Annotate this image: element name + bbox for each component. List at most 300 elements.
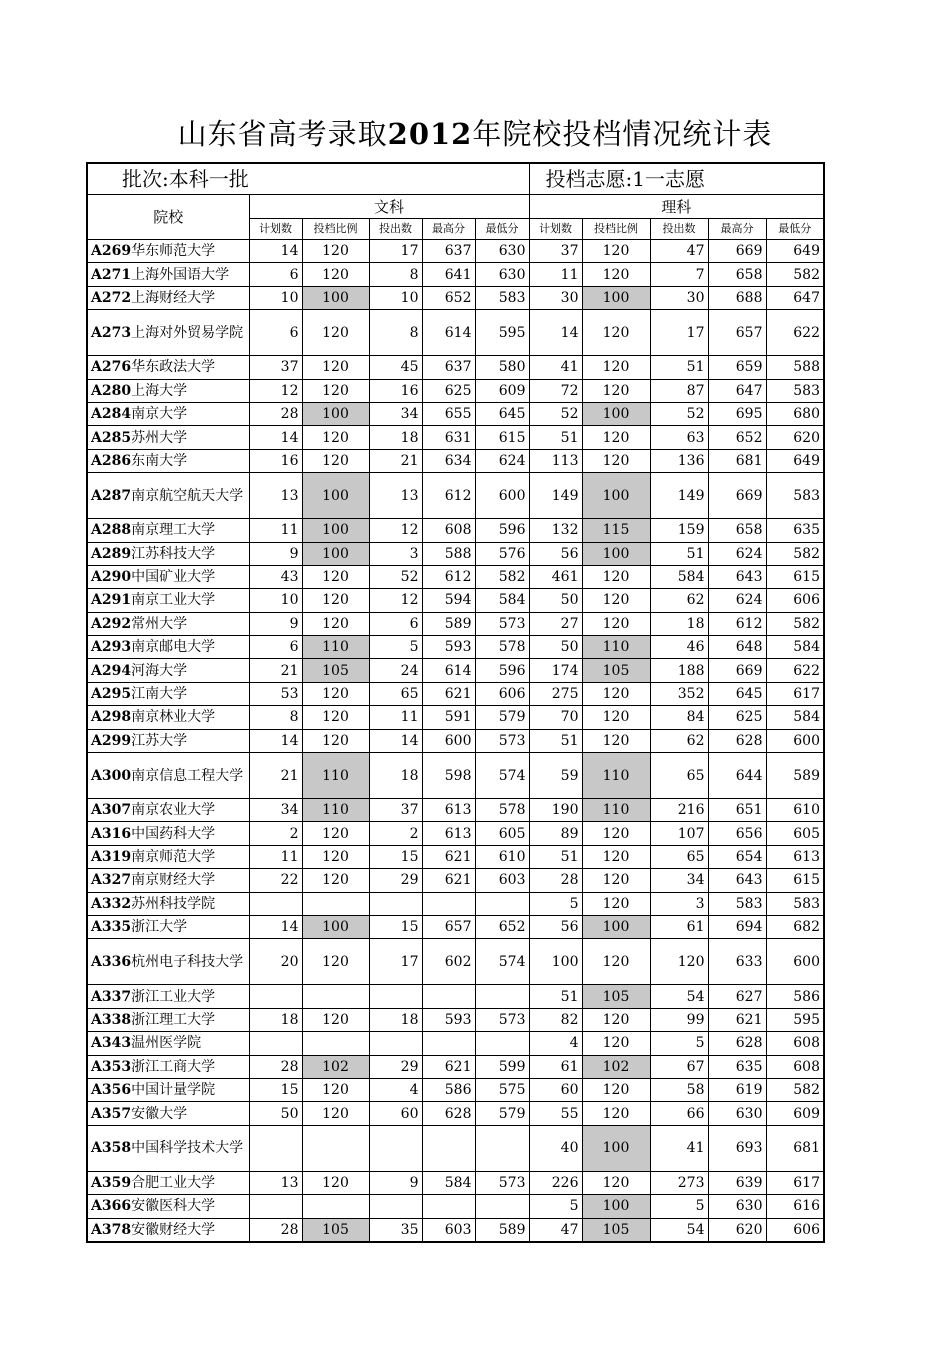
like-max-cell: 624 (708, 542, 766, 565)
school-name-cell (87, 310, 249, 356)
wenke-admitted-cell: 16 (369, 379, 422, 402)
like-min-cell: 595 (766, 1008, 824, 1031)
like-ratio-cell: 120 (582, 682, 650, 705)
school-name: 东南大学 (131, 452, 188, 469)
like-admitted-cell: 584 (650, 565, 708, 588)
wenke-min-cell: 606 (475, 682, 529, 705)
wenke-admitted-cell: 15 (369, 845, 422, 868)
wenke-admitted-cell: 35 (369, 1218, 422, 1242)
like-min-cell: 682 (766, 915, 824, 938)
like-max-cell: 651 (708, 799, 766, 822)
wenke-plan-cell: 6 (249, 636, 302, 659)
wenke-plan-cell: 28 (249, 1218, 302, 1242)
like-plan-cell: 275 (529, 682, 582, 705)
like-plan-cell: 190 (529, 799, 582, 822)
like-plan-cell: 40 (529, 1125, 582, 1171)
like-max-cell: 656 (708, 822, 766, 845)
table-row (87, 985, 824, 1008)
like-plan-cell: 5 (529, 892, 582, 915)
like-ratio-cell: 120 (582, 845, 650, 868)
like-admitted-cell: 352 (650, 682, 708, 705)
like-admitted-cell: 159 (650, 519, 708, 542)
wenke-ratio-cell: 100 (302, 402, 369, 425)
school-name: 浙江工业大学 (131, 988, 216, 1005)
col-header: 最高分 (708, 219, 766, 240)
school-code: A288 (91, 522, 132, 539)
school-code: A300 (91, 767, 132, 784)
like-ratio-cell: 100 (582, 286, 650, 309)
like-min-cell: 583 (766, 892, 824, 915)
wenke-plan-cell: 22 (249, 869, 302, 892)
like-admitted-cell: 63 (650, 426, 708, 449)
wenke-plan-cell: 11 (249, 519, 302, 542)
like-plan-cell: 100 (529, 939, 582, 985)
table-row (87, 519, 824, 542)
table-row (87, 1195, 824, 1218)
wenke-ratio-cell: 120 (302, 1102, 369, 1125)
wenke-plan-cell: 28 (249, 1055, 302, 1078)
school-name: 浙江大学 (131, 919, 188, 936)
wenke-max-cell: 594 (422, 589, 475, 612)
table-row (87, 753, 824, 799)
col-header: 最低分 (766, 219, 824, 240)
wenke-max-cell (422, 1032, 475, 1055)
table-row (87, 612, 824, 635)
like-ratio-cell: 120 (582, 1102, 650, 1125)
like-admitted-cell: 62 (650, 729, 708, 752)
wenke-ratio-cell: 120 (302, 939, 369, 985)
wenke-admitted-cell: 29 (369, 869, 422, 892)
school-name: 常州大学 (131, 615, 188, 632)
wenke-ratio-cell: 120 (302, 263, 369, 286)
school-name-cell (87, 426, 249, 449)
like-ratio-cell: 105 (582, 985, 650, 1008)
wenke-admitted-cell: 45 (369, 356, 422, 379)
wenke-plan-cell: 8 (249, 706, 302, 729)
like-ratio-cell: 120 (582, 822, 650, 845)
wenke-admitted-cell: 12 (369, 589, 422, 612)
school-name-cell (87, 659, 249, 682)
wenke-admitted-cell: 8 (369, 263, 422, 286)
like-min-cell: 584 (766, 706, 824, 729)
wenke-ratio-cell: 120 (302, 449, 369, 472)
wenke-max-cell: 589 (422, 612, 475, 635)
like-admitted-cell: 52 (650, 402, 708, 425)
like-max-cell: 694 (708, 915, 766, 938)
school-name: 安徽医科大学 (131, 1198, 216, 1215)
wenke-min-cell: 573 (475, 1008, 529, 1031)
wenke-max-cell: 614 (422, 310, 475, 356)
like-admitted-cell: 107 (650, 822, 708, 845)
like-ratio-cell: 115 (582, 519, 650, 542)
page-title: 山东省高考录取2012年院校投档情况统计表 (177, 117, 773, 151)
school-name-cell (87, 542, 249, 565)
table-row (87, 565, 824, 588)
col-header: 最高分 (422, 219, 475, 240)
wenke-ratio-cell: 105 (302, 659, 369, 682)
school-name-cell (87, 682, 249, 705)
like-plan-cell: 132 (529, 519, 582, 542)
like-max-cell: 639 (708, 1171, 766, 1194)
wenke-min-cell: 573 (475, 612, 529, 635)
wenke-admitted-cell: 24 (369, 659, 422, 682)
table-row (87, 1171, 824, 1194)
table-row (87, 542, 824, 565)
wenke-ratio-cell: 110 (302, 753, 369, 799)
wenke-admitted-cell: 18 (369, 753, 422, 799)
like-min-cell: 589 (766, 753, 824, 799)
wenke-min-cell: 580 (475, 356, 529, 379)
wenke-max-cell: 637 (422, 356, 475, 379)
like-admitted-cell: 120 (650, 939, 708, 985)
school-name-cell (87, 1218, 249, 1242)
like-plan-cell: 27 (529, 612, 582, 635)
wenke-max-cell: 621 (422, 869, 475, 892)
like-ratio-cell: 120 (582, 426, 650, 449)
like-admitted-cell: 5 (650, 1195, 708, 1218)
school-code: A335 (91, 919, 132, 936)
like-plan-cell: 174 (529, 659, 582, 682)
like-min-cell: 582 (766, 1078, 824, 1101)
wenke-admitted-cell (369, 1195, 422, 1218)
wenke-max-cell: 612 (422, 565, 475, 588)
school-code: A353 (91, 1058, 132, 1075)
school-name: 江苏科技大学 (131, 545, 216, 562)
school-code: A291 (91, 592, 132, 609)
wenke-admitted-cell (369, 1125, 422, 1171)
like-min-cell: 649 (766, 449, 824, 472)
col-header: 最低分 (475, 219, 529, 240)
like-admitted-cell: 136 (650, 449, 708, 472)
school-code: A276 (91, 359, 132, 376)
like-plan-cell: 56 (529, 542, 582, 565)
wenke-min-cell: 589 (475, 1218, 529, 1242)
wenke-ratio-cell: 120 (302, 682, 369, 705)
wenke-admitted-cell: 5 (369, 636, 422, 659)
school-name: 浙江工商大学 (131, 1058, 216, 1075)
batch-row (87, 163, 824, 195)
school-name: 南京邮电大学 (131, 639, 216, 656)
wenke-min-cell: 595 (475, 310, 529, 356)
like-ratio-cell: 120 (582, 310, 650, 356)
wenke-ratio-cell: 100 (302, 286, 369, 309)
like-ratio-cell: 105 (582, 659, 650, 682)
like-plan-cell: 61 (529, 1055, 582, 1078)
like-admitted-cell: 61 (650, 915, 708, 938)
like-plan-cell: 56 (529, 915, 582, 938)
like-ratio-cell: 100 (582, 1125, 650, 1171)
wenke-max-cell: 657 (422, 915, 475, 938)
wenke-admitted-cell (369, 985, 422, 1008)
col-header: 计划数 (529, 219, 582, 240)
school-name: 杭州电子科技大学 (131, 953, 244, 970)
wenke-min-cell: 574 (475, 753, 529, 799)
table-row (87, 845, 824, 868)
wenke-min-cell (475, 1125, 529, 1171)
wenke-plan-cell: 10 (249, 286, 302, 309)
wenke-plan-cell: 6 (249, 310, 302, 356)
school-code: A290 (91, 569, 132, 586)
table-row (87, 379, 824, 402)
wenke-max-cell: 593 (422, 1008, 475, 1031)
wenke-plan-cell: 34 (249, 799, 302, 822)
like-plan-cell: 50 (529, 636, 582, 659)
wenke-plan-cell: 10 (249, 589, 302, 612)
school-name-cell (87, 286, 249, 309)
wenke-plan-cell: 20 (249, 939, 302, 985)
like-admitted-cell: 5 (650, 1032, 708, 1055)
like-min-cell: 600 (766, 939, 824, 985)
like-min-cell: 635 (766, 519, 824, 542)
col-header: 投档比例 (582, 219, 650, 240)
like-ratio-cell: 120 (582, 589, 650, 612)
like-admitted-cell: 7 (650, 263, 708, 286)
like-min-cell: 582 (766, 542, 824, 565)
wenke-min-cell: 645 (475, 402, 529, 425)
school-name-cell (87, 985, 249, 1008)
table-row (87, 589, 824, 612)
school-code: A285 (91, 429, 132, 446)
like-max-cell: 658 (708, 263, 766, 286)
table-row (87, 892, 824, 915)
like-plan-cell: 51 (529, 729, 582, 752)
admission-table (86, 162, 825, 1243)
school-code: A287 (91, 487, 132, 504)
school-code: A271 (91, 266, 132, 283)
like-ratio-cell: 120 (582, 1008, 650, 1031)
school-code: A356 (91, 1082, 132, 1099)
wenke-ratio-cell: 120 (302, 589, 369, 612)
wenke-min-cell: 600 (475, 473, 529, 519)
wenke-min-cell: 609 (475, 379, 529, 402)
like-min-cell: 616 (766, 1195, 824, 1218)
col-header: 投出数 (369, 219, 422, 240)
like-max-cell: 644 (708, 753, 766, 799)
wenke-plan-cell: 13 (249, 473, 302, 519)
school-code: A299 (91, 732, 132, 749)
school-name: 中国药科大学 (131, 825, 216, 842)
school-name-cell (87, 402, 249, 425)
like-plan-cell: 51 (529, 845, 582, 868)
like-ratio-cell: 120 (582, 1171, 650, 1194)
wenke-ratio-cell: 120 (302, 356, 369, 379)
wenke-max-cell: 593 (422, 636, 475, 659)
school-code: A284 (91, 406, 132, 423)
wenke-plan-cell: 2 (249, 822, 302, 845)
wenke-admitted-cell: 21 (369, 449, 422, 472)
school-name: 华东师范大学 (131, 243, 216, 260)
wenke-max-cell (422, 892, 475, 915)
like-min-cell: 613 (766, 845, 824, 868)
school-name: 华东政法大学 (131, 359, 216, 376)
wenke-ratio-cell: 120 (302, 310, 369, 356)
like-admitted-cell: 87 (650, 379, 708, 402)
like-ratio-cell: 120 (582, 869, 650, 892)
school-name-cell (87, 1055, 249, 1078)
school-code: A273 (91, 324, 132, 341)
like-admitted-cell: 41 (650, 1125, 708, 1171)
like-max-cell: 628 (708, 1032, 766, 1055)
like-max-cell: 658 (708, 519, 766, 542)
wenke-plan-cell (249, 1032, 302, 1055)
like-plan-cell: 30 (529, 286, 582, 309)
like-admitted-cell: 30 (650, 286, 708, 309)
wenke-min-cell (475, 985, 529, 1008)
wenke-plan-cell: 37 (249, 356, 302, 379)
table-row (87, 402, 824, 425)
like-ratio-cell: 110 (582, 799, 650, 822)
like-plan-cell: 461 (529, 565, 582, 588)
like-plan-cell: 113 (529, 449, 582, 472)
wenke-admitted-cell: 37 (369, 799, 422, 822)
wenke-min-cell (475, 1195, 529, 1218)
school-name: 南京大学 (131, 406, 188, 423)
wenke-ratio-cell (302, 1032, 369, 1055)
school-code: A338 (91, 1011, 132, 1028)
wenke-min-cell: 596 (475, 519, 529, 542)
wenke-ratio-cell: 120 (302, 822, 369, 845)
school-name-cell (87, 845, 249, 868)
school-name: 中国科学技术大学 (131, 1140, 244, 1157)
like-ratio-cell: 120 (582, 565, 650, 588)
school-code: A343 (91, 1035, 132, 1052)
wenke-admitted-cell: 3 (369, 542, 422, 565)
wenke-min-cell: 575 (475, 1078, 529, 1101)
wenke-min-cell: 574 (475, 939, 529, 985)
like-admitted-cell: 18 (650, 612, 708, 635)
like-max-cell: 659 (708, 356, 766, 379)
wenke-max-cell: 641 (422, 263, 475, 286)
wenke-admitted-cell: 8 (369, 310, 422, 356)
batch-label: 批次:本科一批 (87, 163, 529, 195)
like-admitted-cell: 62 (650, 589, 708, 612)
like-plan-cell: 5 (529, 1195, 582, 1218)
wenke-header: 文科 (249, 195, 529, 219)
school-name-cell (87, 612, 249, 635)
wenke-plan-cell: 6 (249, 263, 302, 286)
wenke-min-cell (475, 892, 529, 915)
school-name: 上海大学 (131, 382, 188, 399)
like-ratio-cell: 120 (582, 706, 650, 729)
wenke-admitted-cell: 13 (369, 473, 422, 519)
like-max-cell: 669 (708, 659, 766, 682)
school-name: 南京林业大学 (131, 709, 216, 726)
school-name: 上海外国语大学 (131, 266, 230, 283)
wenke-max-cell: 613 (422, 799, 475, 822)
school-code: A295 (91, 686, 132, 703)
like-max-cell: 624 (708, 589, 766, 612)
wenke-ratio-cell (302, 1125, 369, 1171)
like-plan-cell: 72 (529, 379, 582, 402)
wenke-plan-cell: 9 (249, 612, 302, 635)
school-code: A332 (91, 895, 132, 912)
wenke-ratio-cell: 110 (302, 799, 369, 822)
wenke-admitted-cell: 29 (369, 1055, 422, 1078)
school-code: A366 (91, 1198, 132, 1215)
like-ratio-cell: 105 (582, 1218, 650, 1242)
school-name-cell (87, 240, 249, 263)
school-name-cell (87, 1195, 249, 1218)
wenke-admitted-cell: 4 (369, 1078, 422, 1101)
wenke-max-cell: 625 (422, 379, 475, 402)
like-min-cell: 586 (766, 985, 824, 1008)
like-admitted-cell: 99 (650, 1008, 708, 1031)
like-plan-cell: 28 (529, 869, 582, 892)
table-row (87, 449, 824, 472)
wenke-ratio-cell: 120 (302, 706, 369, 729)
wenke-max-cell: 614 (422, 659, 475, 682)
wenke-admitted-cell: 10 (369, 286, 422, 309)
table-row (87, 1008, 824, 1031)
like-admitted-cell: 216 (650, 799, 708, 822)
wenke-plan-cell: 21 (249, 753, 302, 799)
school-name: 江苏大学 (131, 732, 188, 749)
like-max-cell: 627 (708, 985, 766, 1008)
like-ratio-cell: 100 (582, 542, 650, 565)
like-min-cell: 617 (766, 1171, 824, 1194)
school-name-cell (87, 636, 249, 659)
school-name-cell (87, 1032, 249, 1055)
like-min-cell: 609 (766, 1102, 824, 1125)
like-plan-cell: 89 (529, 822, 582, 845)
like-max-cell: 621 (708, 1008, 766, 1031)
wenke-min-cell: 610 (475, 845, 529, 868)
like-ratio-cell: 120 (582, 1032, 650, 1055)
table-row (87, 240, 824, 263)
wenke-max-cell (422, 985, 475, 1008)
wenke-plan-cell: 15 (249, 1078, 302, 1101)
wenke-max-cell: 612 (422, 473, 475, 519)
like-admitted-cell: 3 (650, 892, 708, 915)
like-ratio-cell: 100 (582, 915, 650, 938)
like-admitted-cell: 67 (650, 1055, 708, 1078)
wenke-min-cell: 615 (475, 426, 529, 449)
school-header: 院校 (87, 195, 249, 240)
wenke-max-cell: 621 (422, 682, 475, 705)
wenke-min-cell: 596 (475, 659, 529, 682)
like-ratio-cell: 120 (582, 449, 650, 472)
like-min-cell: 649 (766, 240, 824, 263)
like-max-cell: 652 (708, 426, 766, 449)
wenke-ratio-cell: 120 (302, 729, 369, 752)
wenke-admitted-cell: 2 (369, 822, 422, 845)
like-min-cell: 681 (766, 1125, 824, 1171)
like-max-cell: 630 (708, 1195, 766, 1218)
table-row (87, 659, 824, 682)
table-row (87, 869, 824, 892)
wenke-min-cell: 603 (475, 869, 529, 892)
wenke-plan-cell: 13 (249, 1171, 302, 1194)
school-name: 南京信息工程大学 (131, 767, 244, 784)
wenke-max-cell: 652 (422, 286, 475, 309)
wenke-plan-cell: 53 (249, 682, 302, 705)
school-name: 南京农业大学 (131, 802, 216, 819)
like-max-cell: 654 (708, 845, 766, 868)
wenke-ratio-cell: 120 (302, 565, 369, 588)
like-min-cell: 617 (766, 682, 824, 705)
school-name-cell (87, 915, 249, 938)
like-max-cell: 612 (708, 612, 766, 635)
school-name: 南京航空航天大学 (131, 487, 244, 504)
like-max-cell: 657 (708, 310, 766, 356)
wenke-admitted-cell (369, 892, 422, 915)
like-max-cell: 643 (708, 869, 766, 892)
school-name: 河海大学 (131, 662, 188, 679)
like-min-cell: 680 (766, 402, 824, 425)
school-name-cell (87, 589, 249, 612)
wenke-min-cell: 578 (475, 636, 529, 659)
wenke-min-cell: 584 (475, 589, 529, 612)
